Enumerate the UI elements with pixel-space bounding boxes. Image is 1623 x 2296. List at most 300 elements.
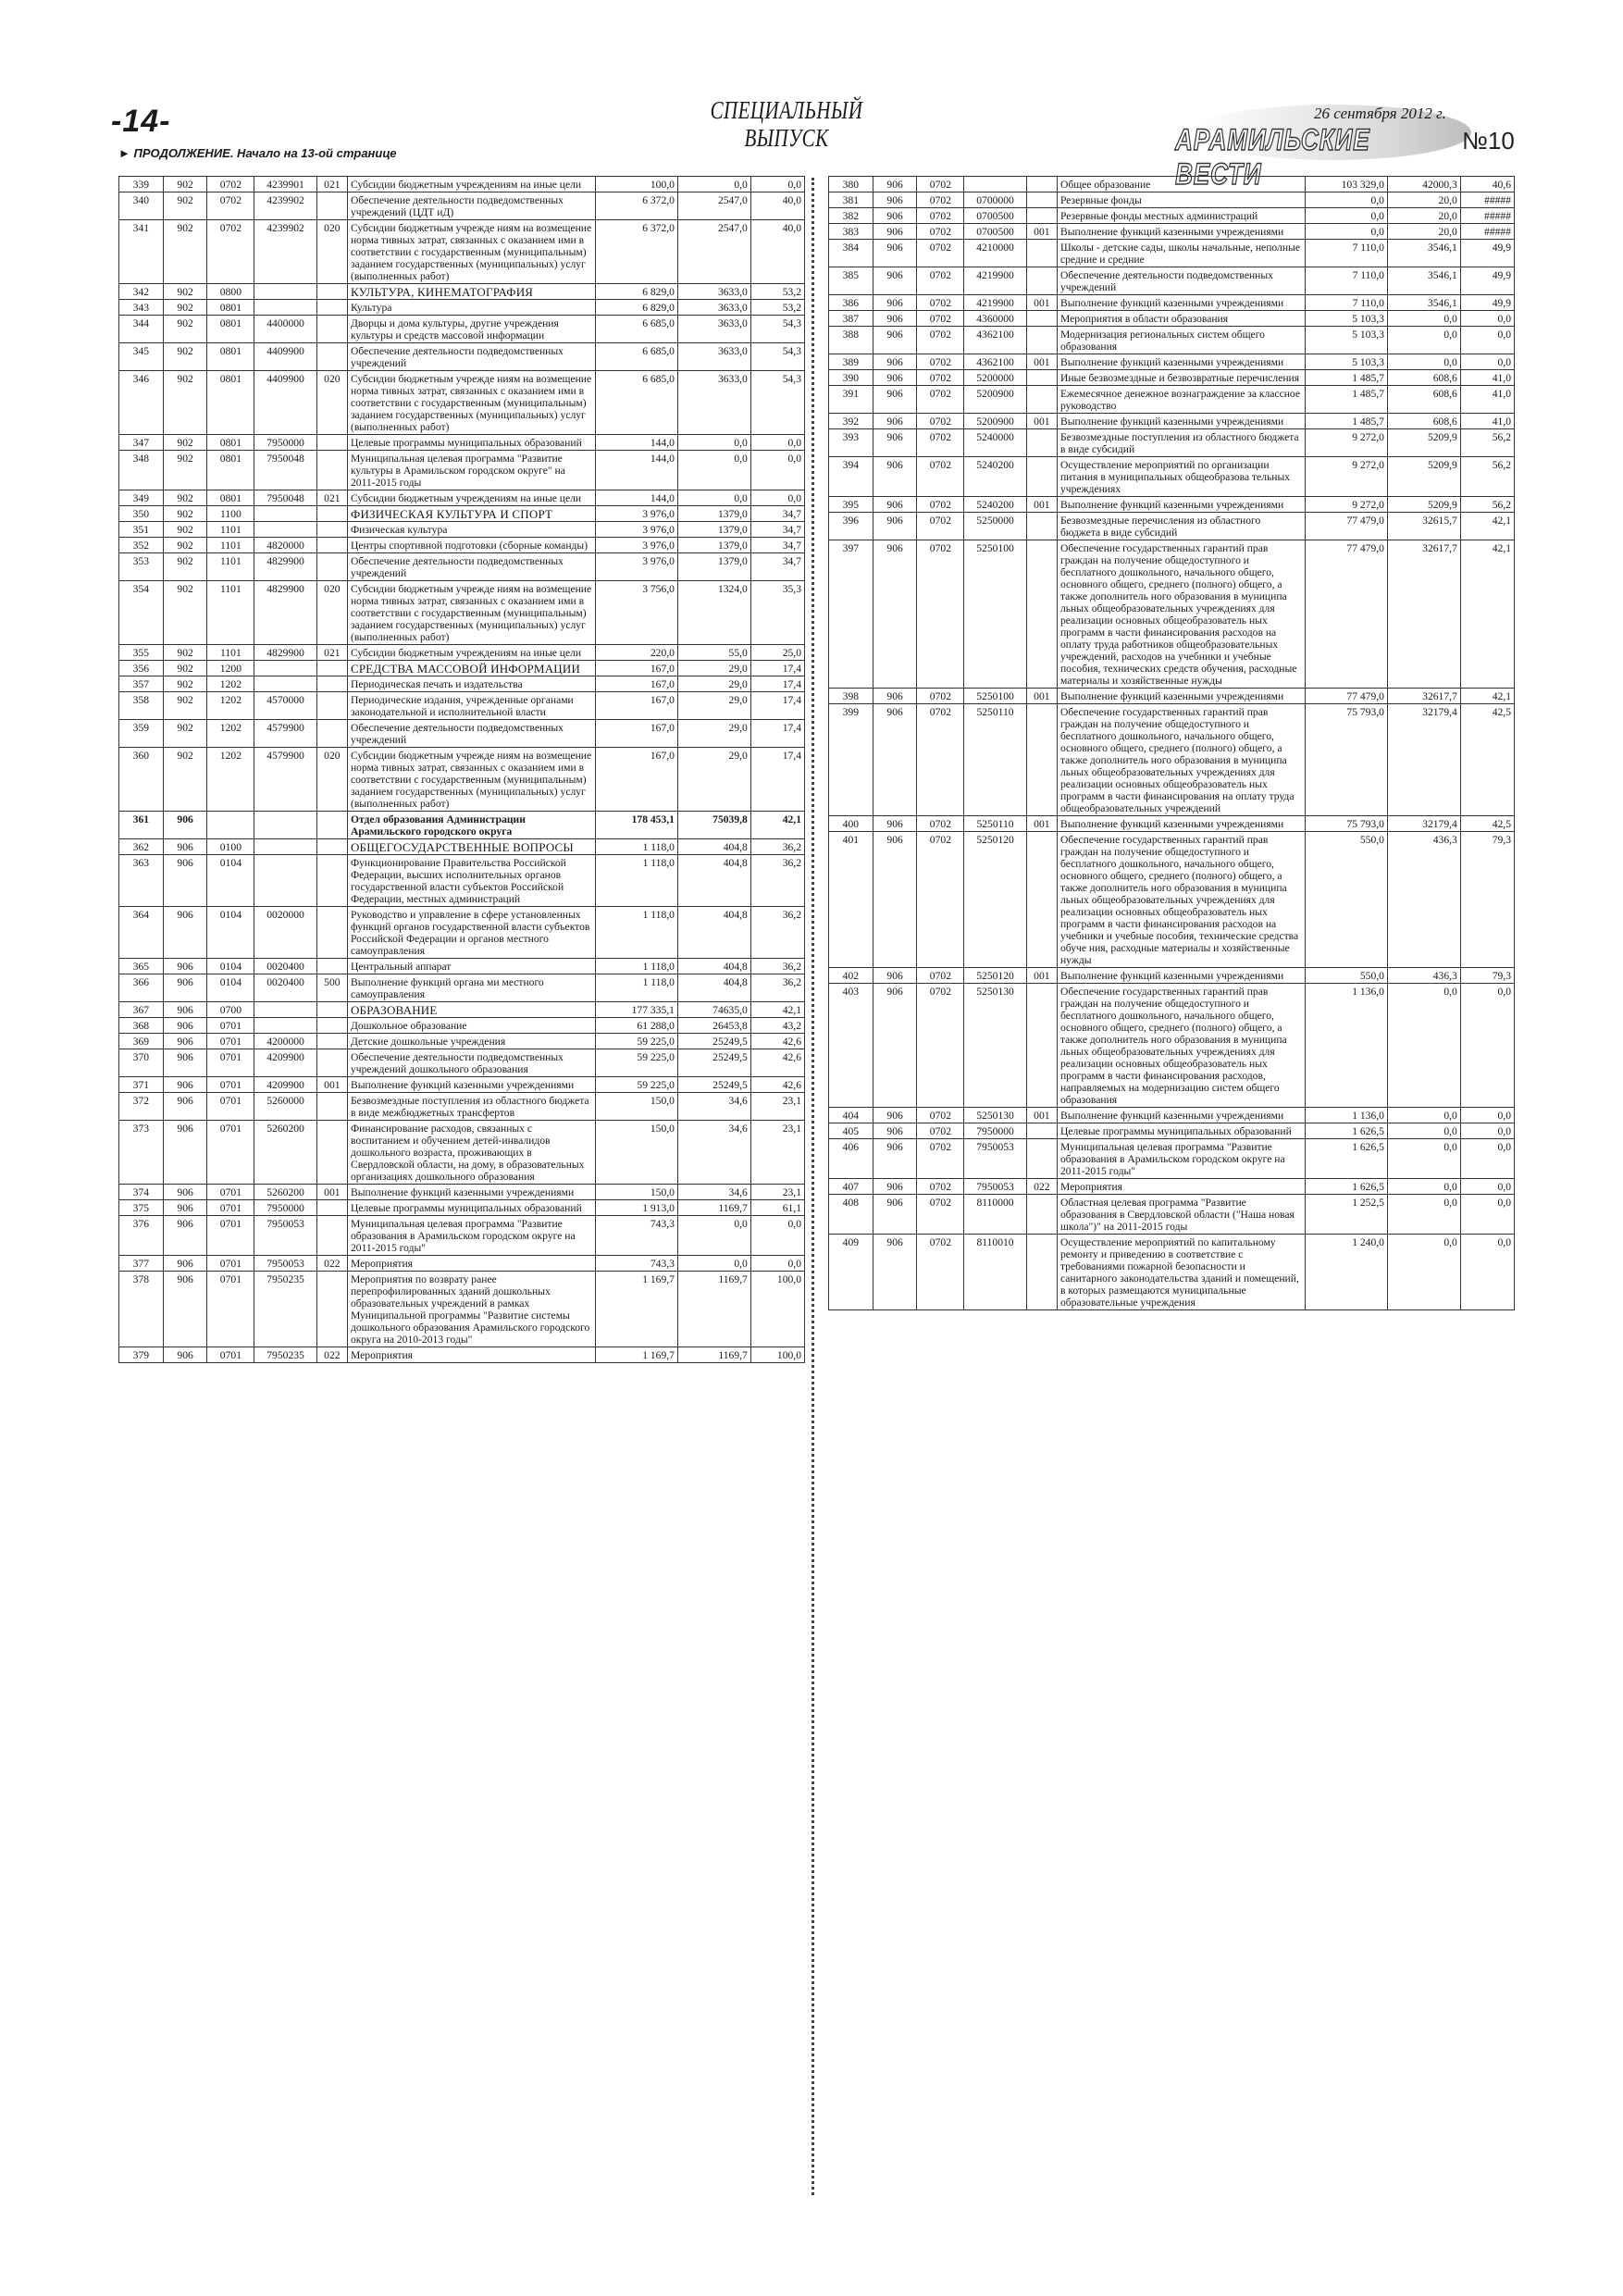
actual-amount: 20,0 [1387,224,1460,240]
row-number: 381 [829,192,873,208]
description: Областная целевая программа "Развитие образования в Свердловской области ("Наша новая школа")" на 2011-2015 годы [1057,1195,1305,1235]
description: Отдел образования Администрации Арамильского городского округа [347,812,595,839]
description: ОБЩЕГОСУДАРСТВЕННЫЕ ВОПРОСЫ [347,839,595,855]
target-code: 7950235 [254,1347,316,1363]
section-code: 1101 [207,581,254,645]
section-code: 0702 [917,497,964,513]
section-code: 1202 [207,692,254,720]
actual-amount: 3633,0 [677,371,750,435]
planned-amount: 9 272,0 [1305,429,1387,457]
actual-amount: 34,6 [677,1121,750,1185]
section-code: 1101 [207,538,254,553]
execution-percent: 42,6 [750,1077,804,1093]
execution-percent: 0,0 [1460,327,1514,354]
planned-amount: 59 225,0 [595,1034,677,1049]
expense-type-code: 001 [1026,816,1057,832]
execution-percent: 56,2 [1460,429,1514,457]
description: Целевые программы муниципальных образований [347,435,595,451]
description: Выполнение функций казенными учреждениями [1057,295,1305,311]
row-number: 400 [829,816,873,832]
actual-amount: 3633,0 [677,343,750,371]
section-code: 0702 [917,192,964,208]
expense-type-code: 001 [1026,295,1057,311]
table-row [829,295,1515,311]
section-code: 0701 [207,1216,254,1256]
execution-percent: 0,0 [1460,984,1514,1108]
target-code: 5260200 [254,1185,316,1200]
actual-amount: 1169,7 [677,1200,750,1216]
table-row [829,208,1515,224]
target-code: 5250130 [964,1108,1026,1123]
table-row [119,661,805,676]
planned-amount: 167,0 [595,661,677,676]
target-code [254,1002,316,1018]
section-code: 0701 [207,1093,254,1121]
section-code: 0701 [207,1049,254,1077]
planned-amount: 1 626,5 [1305,1179,1387,1195]
row-number: 353 [119,553,164,581]
target-code: 5240200 [964,497,1026,513]
planned-amount: 1 485,7 [1305,414,1387,429]
target-code: 7950053 [254,1216,316,1256]
actual-amount: 2547,0 [677,220,750,284]
execution-percent: 56,2 [1460,497,1514,513]
table-row [829,704,1515,816]
description: Муниципальная целевая программа "Развитие культуры в Арамильском городском округе" на 2011-2015 годы [347,451,595,490]
planned-amount: 177 335,1 [595,1002,677,1018]
section-code: 0702 [917,540,964,689]
table-row [829,984,1515,1108]
dept-code: 902 [163,451,207,490]
section-code: 1101 [207,522,254,538]
expense-type-code: 001 [316,1077,347,1093]
target-code: 0700500 [964,208,1026,224]
special-issue-heading: СПЕЦИАЛЬНЫЙ ВЫПУСК [710,96,863,152]
actual-amount: 25249,5 [677,1049,750,1077]
target-code: 5250120 [964,968,1026,984]
actual-amount: 29,0 [677,720,750,748]
actual-amount: 0,0 [1387,1235,1460,1310]
expense-type-code [1026,513,1057,540]
target-code [254,855,316,907]
dept-code: 906 [873,704,917,816]
left-column [118,176,805,1363]
expense-type-code [316,1002,347,1018]
section-code: 0702 [917,984,964,1108]
dept-code: 902 [163,177,207,192]
description: Целевые программы муниципальных образований [347,1200,595,1216]
description: Субсидии бюджетным учрежде ниям на возмещение норма тивных затрат, связанных с оказанием ими в соответствии с государственным (муниципальным) заданием государственных (муниципальных) услуг (выполненных работ) [347,371,595,435]
description: Мероприятия [1057,1179,1305,1195]
expense-type-code: 500 [316,974,347,1002]
execution-percent: 0,0 [1460,354,1514,370]
target-code: 4360000 [964,311,1026,327]
execution-percent: 41,0 [1460,370,1514,386]
planned-amount: 5 103,3 [1305,311,1387,327]
table-row [119,1200,805,1216]
dept-code: 902 [163,748,207,812]
expense-type-code [316,451,347,490]
execution-percent: 0,0 [1460,1139,1514,1179]
execution-percent: ##### [1460,192,1514,208]
table-row [119,371,805,435]
dept-code: 906 [873,457,917,497]
dept-code: 906 [873,1179,917,1195]
dept-code: 906 [163,1347,207,1363]
execution-percent: 0,0 [750,435,804,451]
table-row [119,1049,805,1077]
table-row [119,553,805,581]
row-number: 385 [829,267,873,295]
actual-amount: 404,8 [677,974,750,1002]
planned-amount: 1 485,7 [1305,386,1387,414]
execution-percent: ##### [1460,224,1514,240]
table-row [119,1077,805,1093]
section-code: 0801 [207,300,254,316]
table-row [829,816,1515,832]
table-row [119,855,805,907]
target-code: 4219900 [964,295,1026,311]
dept-code: 902 [163,645,207,661]
description: Модернизация региональных систем общего образования [1057,327,1305,354]
expense-type-code [1026,240,1057,267]
table-row [829,968,1515,984]
dept-code: 906 [873,497,917,513]
row-number: 395 [829,497,873,513]
row-number: 363 [119,855,164,907]
planned-amount: 0,0 [1305,208,1387,224]
expense-type-code [316,676,347,692]
execution-percent: 79,3 [1460,832,1514,968]
description: Субсидии бюджетным учреждениям на иные цели [347,645,595,661]
actual-amount: 1379,0 [677,506,750,522]
table-row [119,974,805,1002]
planned-amount: 550,0 [1305,968,1387,984]
dept-code: 906 [873,513,917,540]
row-number: 351 [119,522,164,538]
description: Выполнение функций казенными учреждениями [347,1185,595,1200]
table-row [119,1002,805,1018]
actual-amount: 0,0 [677,490,750,506]
row-number: 380 [829,177,873,192]
table-row [119,1272,805,1347]
actual-amount: 34,6 [677,1093,750,1121]
execution-percent: 0,0 [1460,1108,1514,1123]
row-number: 356 [119,661,164,676]
section-code: 0702 [917,208,964,224]
dept-code: 906 [163,1256,207,1272]
dept-code: 902 [163,661,207,676]
row-number: 347 [119,435,164,451]
actual-amount: 1169,7 [677,1272,750,1347]
expense-type-code: 021 [316,490,347,506]
target-code: 5240200 [964,457,1026,497]
dept-code: 906 [873,1123,917,1139]
execution-percent: 36,2 [750,907,804,959]
actual-amount: 1379,0 [677,538,750,553]
row-number: 359 [119,720,164,748]
row-number: 396 [829,513,873,540]
description: Обеспечение деятельности подведомственных учреждений [347,343,595,371]
target-code: 5260000 [254,1093,316,1121]
table-row [829,1179,1515,1195]
expense-type-code [1026,177,1057,192]
table-row [829,1123,1515,1139]
target-code: 4362100 [964,327,1026,354]
target-code [254,284,316,300]
planned-amount: 144,0 [595,435,677,451]
expense-type-code [1026,1139,1057,1179]
dept-code: 902 [163,192,207,220]
table-row [119,645,805,661]
dept-code: 906 [163,812,207,839]
planned-amount: 6 685,0 [595,343,677,371]
dept-code: 906 [873,1108,917,1123]
target-code: 5260200 [254,1121,316,1185]
description: Выполнение функций казенными учреждениями [1057,414,1305,429]
target-code: 5250110 [964,704,1026,816]
actual-amount: 0,0 [1387,1108,1460,1123]
target-code: 5200900 [964,414,1026,429]
target-code: 4239901 [254,177,316,192]
row-number: 389 [829,354,873,370]
description: Финансирование расходов, связанных с воспитанием и обучением детей-инвалидов дошкольного возраста, проживающих в Свердловской области, на дому, в образовательных организациях дошкольного образования [347,1121,595,1185]
execution-percent: 42,5 [1460,704,1514,816]
table-row [119,1185,805,1200]
expense-type-code [316,1034,347,1049]
row-number: 403 [829,984,873,1108]
expense-type-code [316,812,347,839]
dept-code: 906 [163,1077,207,1093]
row-number: 405 [829,1123,873,1139]
execution-percent: 42,6 [750,1049,804,1077]
table-row [829,457,1515,497]
target-code: 4209900 [254,1077,316,1093]
target-code: 5200000 [964,370,1026,386]
description: Мероприятия по возврату ранее перепрофилированных зданий дошкольных образовательных учреждений в рамках Муниципальной программы "Развитие системы дошкольного образования Арамильского городского округа на 2010-2013 годы" [347,1272,595,1347]
actual-amount: 32179,4 [1387,704,1460,816]
execution-percent: 34,7 [750,506,804,522]
table-row [119,522,805,538]
planned-amount: 7 110,0 [1305,240,1387,267]
execution-percent: 23,1 [750,1121,804,1185]
actual-amount: 0,0 [1387,354,1460,370]
dept-code: 906 [873,311,917,327]
dept-code: 902 [163,435,207,451]
expense-type-code: 001 [1026,1108,1057,1123]
dept-code: 902 [163,692,207,720]
planned-amount: 6 685,0 [595,371,677,435]
dept-code: 902 [163,522,207,538]
execution-percent: 0,0 [750,451,804,490]
dept-code: 902 [163,720,207,748]
target-code: 8110000 [964,1195,1026,1235]
expense-type-code [1026,192,1057,208]
row-number: 378 [119,1272,164,1347]
row-number: 388 [829,327,873,354]
description: Субсидии бюджетным учрежде ниям на возмещение норма тивных затрат, связанных с оказанием ими в соответствии с государственным (муниципальным) заданием государственных (муниципальных) услуг (выполненных работ) [347,220,595,284]
target-code: 0700500 [964,224,1026,240]
actual-amount: 2547,0 [677,192,750,220]
row-number: 408 [829,1195,873,1235]
actual-amount: 404,8 [677,907,750,959]
planned-amount: 1 118,0 [595,839,677,855]
actual-amount: 20,0 [1387,208,1460,224]
dept-code: 906 [163,1018,207,1034]
section-code: 0702 [207,177,254,192]
description: Субсидии бюджетным учреждениям на иные цели [347,490,595,506]
description: Безвозмездные поступления из областного бюджета в виде субсидий [1057,429,1305,457]
table-row [829,513,1515,540]
column-divider [812,178,814,2195]
row-number: 394 [829,457,873,497]
actual-amount: 5209,9 [1387,457,1460,497]
execution-percent: 40,6 [1460,177,1514,192]
table-row [119,692,805,720]
planned-amount: 1 485,7 [1305,370,1387,386]
row-number: 372 [119,1093,164,1121]
row-number: 406 [829,1139,873,1179]
description: Резервные фонды местных администраций [1057,208,1305,224]
execution-percent: 17,4 [750,720,804,748]
description: Обеспечение деятельности подведомственных учреждений [1057,267,1305,295]
dept-code: 902 [163,220,207,284]
row-number: 370 [119,1049,164,1077]
description: ОБРАЗОВАНИЕ [347,1002,595,1018]
target-code [254,300,316,316]
section-code: 0702 [917,267,964,295]
planned-amount: 3 976,0 [595,538,677,553]
dept-code: 906 [873,370,917,386]
planned-amount: 150,0 [595,1093,677,1121]
table-row [119,1121,805,1185]
execution-percent: 43,2 [750,1018,804,1034]
description: Общее образование [1057,177,1305,192]
dept-code: 906 [873,540,917,689]
table-row [119,220,805,284]
section-code: 0701 [207,1034,254,1049]
section-code: 0104 [207,959,254,974]
planned-amount: 150,0 [595,1185,677,1200]
dept-code: 902 [163,343,207,371]
table-row [119,538,805,553]
section-code: 0701 [207,1347,254,1363]
section-code: 0701 [207,1077,254,1093]
planned-amount: 6 685,0 [595,316,677,343]
actual-amount: 0,0 [1387,984,1460,1108]
table-row [119,720,805,748]
row-number: 383 [829,224,873,240]
actual-amount: 0,0 [1387,1195,1460,1235]
planned-amount: 0,0 [1305,192,1387,208]
execution-percent: 25,0 [750,645,804,661]
description: Дворцы и дома культуры, другие учреждения культуры и средств массовой информации [347,316,595,343]
dept-code: 906 [873,1139,917,1179]
continuation-note: ► ПРОДОЛЖЕНИЕ. Начало на 13-ой странице [118,146,397,160]
row-number: 399 [829,704,873,816]
actual-amount: 436,3 [1387,832,1460,968]
table-row [119,192,805,220]
actual-amount: 3633,0 [677,300,750,316]
planned-amount: 1 240,0 [1305,1235,1387,1310]
planned-amount: 167,0 [595,720,677,748]
table-row [829,1235,1515,1310]
planned-amount: 100,0 [595,177,677,192]
planned-amount: 6 372,0 [595,192,677,220]
section-code: 0702 [917,1179,964,1195]
planned-amount: 1 252,5 [1305,1195,1387,1235]
target-code: 4820000 [254,538,316,553]
target-code [254,1018,316,1034]
section-code: 0702 [917,704,964,816]
actual-amount: 0,0 [677,1256,750,1272]
execution-percent: 61,1 [750,1200,804,1216]
row-number: 350 [119,506,164,522]
expense-type-code [316,300,347,316]
dept-code: 906 [873,327,917,354]
dept-code: 902 [163,300,207,316]
actual-amount: 608,6 [1387,370,1460,386]
row-number: 345 [119,343,164,371]
actual-amount: 0,0 [1387,311,1460,327]
dept-code: 906 [163,1049,207,1077]
section-code: 1100 [207,506,254,522]
description: ФИЗИЧЕСКАЯ КУЛЬТУРА И СПОРТ [347,506,595,522]
expense-type-code [316,1200,347,1216]
section-code: 1202 [207,748,254,812]
table-row [119,343,805,371]
target-code: 4239902 [254,220,316,284]
expense-type-code: 022 [316,1347,347,1363]
description: Обеспечение деятельности подведомственных учреждений (ЦДТ иД) [347,192,595,220]
execution-percent: 54,3 [750,316,804,343]
planned-amount: 1 913,0 [595,1200,677,1216]
section-code: 0701 [207,1121,254,1185]
expense-type-code [316,1049,347,1077]
description: Периодическая печать и издательства [347,676,595,692]
execution-percent: 54,3 [750,343,804,371]
row-number: 382 [829,208,873,224]
actual-amount: 0,0 [1387,327,1460,354]
table-row [119,812,805,839]
expense-type-code [316,316,347,343]
target-code: 4579900 [254,720,316,748]
section-code: 0702 [917,370,964,386]
execution-percent: 0,0 [1460,311,1514,327]
section-code: 0104 [207,974,254,1002]
execution-percent: 17,4 [750,748,804,812]
expense-type-code: 001 [1026,968,1057,984]
planned-amount: 167,0 [595,748,677,812]
actual-amount: 29,0 [677,692,750,720]
section-code: 0104 [207,855,254,907]
section-code: 0801 [207,451,254,490]
table-row [119,581,805,645]
row-number: 352 [119,538,164,553]
row-number: 409 [829,1235,873,1310]
dept-code: 906 [163,1185,207,1200]
dept-code: 906 [873,208,917,224]
planned-amount: 220,0 [595,645,677,661]
table-row [119,1018,805,1034]
table-row [829,386,1515,414]
planned-amount: 144,0 [595,451,677,490]
execution-percent: 42,1 [1460,513,1514,540]
row-number: 368 [119,1018,164,1034]
dept-code: 902 [163,284,207,300]
target-code [254,812,316,839]
section-code: 0702 [917,689,964,704]
